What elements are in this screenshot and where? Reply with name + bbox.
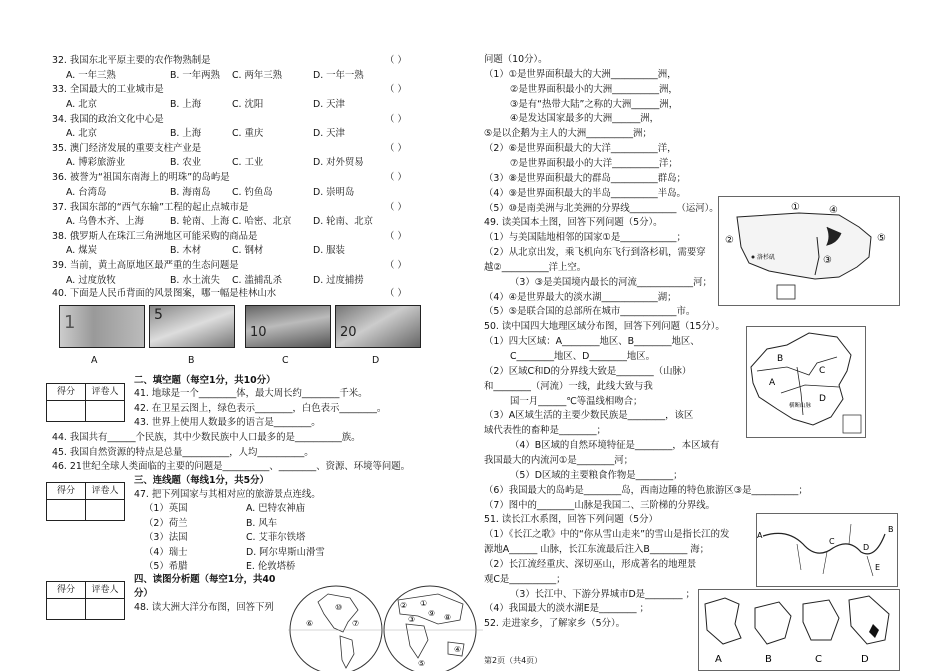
match-attraction-b: B. 风车 xyxy=(246,517,278,529)
option-d: D. 崇明岛 xyxy=(313,186,355,198)
map-label-7: ⑦ xyxy=(352,619,360,628)
usa-label-3: ③ xyxy=(823,255,832,266)
china-label-D: D xyxy=(819,394,826,404)
banknote-d-image[interactable] xyxy=(335,305,421,348)
map-label-6: ⑥ xyxy=(306,619,314,628)
page-footer: 第2页（共4页） xyxy=(484,656,543,665)
option-c: C. 沈阳 xyxy=(232,98,264,110)
question-46: 46. 21世纪全球人类面临的主要的问题是__________、________、资源、环境等问题。 xyxy=(52,461,410,472)
province-label-C: C xyxy=(815,654,822,665)
usa-map xyxy=(718,196,900,306)
map-label-4: ④ xyxy=(454,645,462,654)
yangtze-label-E: E xyxy=(875,563,881,572)
answer-paren: （ ） xyxy=(385,142,407,154)
right-line-9: （4）⑨是世界面积最大的半岛__________半岛。 xyxy=(484,187,686,199)
option-label-b: B xyxy=(188,355,195,366)
match-country-3: （3）法国 xyxy=(144,532,188,543)
right-line-4: ④是发达国家最多的大洲______洲， xyxy=(510,113,660,125)
usa-label-2: ② xyxy=(725,235,734,246)
score-box-section2 xyxy=(46,383,125,422)
option-d: D. 过度捕捞 xyxy=(313,274,364,286)
question-42: 42. 在卫星云图上，绿色表示________，白色表示________。 xyxy=(134,403,387,414)
score-cell[interactable] xyxy=(47,599,86,620)
grader-cell[interactable] xyxy=(86,500,125,521)
section4-title: 四、读图分析题（每空1分，共40 xyxy=(134,574,276,585)
banknote-b-image[interactable] xyxy=(149,305,235,348)
map-label-3: ③ xyxy=(408,615,416,624)
option-c: C. 重庆 xyxy=(232,128,264,140)
province-outlines-image xyxy=(698,589,900,671)
match-country-1: （1）英国 xyxy=(144,503,188,514)
yangtze-label-A: A xyxy=(757,531,763,540)
question-39: 39. 当前，黄土高原地区最严重的生态问题是 xyxy=(52,260,239,272)
question-37: 37. 我国东部的“西气东输”工程的起止点城市是 xyxy=(52,201,249,213)
banknote-c-image[interactable] xyxy=(245,305,331,348)
grader-header: 评卷人 xyxy=(86,483,125,500)
right-line-7: ⑦是世界面积最小的大洋__________洋； xyxy=(510,157,678,169)
grader-cell[interactable] xyxy=(86,599,125,620)
right-line-6: （2）⑥是世界面积最大的大洋__________洋， xyxy=(484,143,677,155)
option-d: D. 轮南、北京 xyxy=(313,216,374,227)
match-attraction-e: E. 伦敦塔桥 xyxy=(246,561,296,572)
option-c: C. 滥捕乱杀 xyxy=(232,274,283,286)
usa-label-los-angeles: 洛杉矶 xyxy=(757,254,776,261)
right-line-13: （2）从北京出发，乘飞机向东飞行到洛杉矶，需要穿 xyxy=(484,247,706,259)
option-a: A. 北京 xyxy=(66,128,97,140)
yangtze-label-D: D xyxy=(863,543,870,552)
option-b: B. 一年两熟 xyxy=(170,69,220,81)
question-34: 34. 我国的政治文化中心是 xyxy=(52,113,164,125)
option-c: C. 钓鱼岛 xyxy=(232,186,273,198)
option-d: D. 一年一熟 xyxy=(313,69,364,81)
yangtze-river-map xyxy=(756,513,898,587)
province-label-B: B xyxy=(765,654,772,665)
score-header: 得分 xyxy=(47,483,86,500)
right-line-24: （3）A区域生活的主要少数民族是________，该区 xyxy=(484,410,694,422)
map-label-1: ① xyxy=(420,599,428,608)
question-33: 33. 全国最大的工业城市是 xyxy=(52,84,164,96)
option-a: A. 过度放牧 xyxy=(66,274,116,286)
right-line-35: 观C是__________； xyxy=(484,573,566,585)
option-d: D. 服装 xyxy=(313,245,345,257)
right-line-33: 源地A______ 山脉，长江东流最后注入B________ 海； xyxy=(484,544,710,556)
option-d: D. 天津 xyxy=(313,98,345,110)
right-line-3: ③是有“热带大陆”之称的大洲______洲， xyxy=(510,98,679,110)
yangtze-label-B: B xyxy=(888,525,894,534)
match-country-4: （4）瑞士 xyxy=(144,546,188,558)
question-48: 48. 读大洲大洋分布图，回答下列 xyxy=(134,602,274,613)
right-line-16: （4）④是世界最大的淡水湖____________湖； xyxy=(484,291,677,303)
score-cell[interactable] xyxy=(47,401,86,422)
right-line-0: 问题（10分）。 xyxy=(484,54,548,65)
china-label-C: C xyxy=(819,366,826,376)
right-line-30: （7）图中的________山脉是我国二、三阶梯的分界线。 xyxy=(484,499,715,511)
option-label-d: D xyxy=(372,355,380,366)
right-line-19: （1）四大区域：A________地区、B________地区、 xyxy=(484,336,700,348)
banknote-a-image[interactable] xyxy=(59,305,145,348)
map-label-10: ⑩ xyxy=(335,603,343,612)
map-label-8: ⑧ xyxy=(444,613,452,622)
option-c: C. 哈密、北京 xyxy=(232,216,292,227)
yangtze-label-C: C xyxy=(829,537,835,546)
score-cell[interactable] xyxy=(47,500,86,521)
right-line-11: 49. 读美国本土图，回答下列问题（5分）。 xyxy=(484,217,663,229)
option-c: C. 两年三熟 xyxy=(232,69,283,81)
answer-paren: （ ） xyxy=(385,260,407,272)
map-label-5: ⑤ xyxy=(418,659,426,668)
grader-header: 评卷人 xyxy=(86,384,125,401)
answer-paren: （ ） xyxy=(385,84,407,96)
banknote-denomination: 1 xyxy=(64,312,76,333)
right-line-15: （3）③是美国境内最长的河流____________河； xyxy=(510,276,712,288)
score-box-section3 xyxy=(46,482,125,521)
right-line-34: （2）长江流经重庆、深切巫山，形成著名的地理景 xyxy=(484,558,697,570)
grader-cell[interactable] xyxy=(86,401,125,422)
match-attraction-a: A. 巴特农神庙 xyxy=(246,503,306,514)
score-header: 得分 xyxy=(47,582,86,599)
right-line-28: （5）D区域的主要粮食作物是________； xyxy=(510,469,683,481)
question-36: 36. 被誉为“祖国东南海上的明珠”的岛屿是 xyxy=(52,172,230,184)
match-attraction-d: D. 阿尔卑斯山滑雪 xyxy=(246,546,325,558)
right-line-12: （1）与美国陆地相邻的国家①是____________； xyxy=(484,232,686,244)
right-line-23: 国一月______℃等温线相吻合； xyxy=(510,395,643,407)
question-40: 40. 下面是人民币背面的风景图案，哪一幅是桂林山水 xyxy=(52,288,277,299)
answer-paren: （ ） xyxy=(385,201,407,213)
banknote-denomination: 5 xyxy=(154,307,163,323)
option-b: B. 海南岛 xyxy=(170,186,211,198)
banknote-denomination: 10 xyxy=(250,325,267,340)
question-32: 32. 我国东北平原主要的农作物熟制是 xyxy=(52,55,211,66)
option-a: A. 煤炭 xyxy=(66,245,97,257)
answer-paren: （ ） xyxy=(385,230,407,242)
section2-title: 二、填空题（每空1分，共10分） xyxy=(134,375,276,386)
option-d: D. 天津 xyxy=(313,128,345,140)
option-b: B. 水土流失 xyxy=(170,274,220,286)
right-line-26: （4）B区域的自然环境特征是________，本区域有 xyxy=(510,440,720,452)
option-b: B. 上海 xyxy=(170,98,202,110)
banknote-denomination: 20 xyxy=(340,325,357,340)
province-label-A: A xyxy=(715,654,722,665)
right-line-31: 51. 读长江水系图，回答下列问题（5分） xyxy=(484,514,658,526)
question-38: 38. 俄罗斯人在珠江三角洲地区可能采购的商品是 xyxy=(52,230,258,242)
map-label-9: ⑨ xyxy=(428,609,436,618)
score-header: 得分 xyxy=(47,384,86,401)
option-b: B. 农业 xyxy=(170,157,202,169)
right-line-14: 越②__________洋上空。 xyxy=(484,261,587,273)
right-line-22: 和________（河流）一线，此线大致与我 xyxy=(484,380,653,392)
option-b: B. 木材 xyxy=(170,245,202,257)
usa-label-4: ④ xyxy=(829,205,838,216)
option-a: A. 北京 xyxy=(66,98,97,110)
right-line-1: （1）①是世界面积最大的大洲__________洲， xyxy=(484,68,677,80)
question-45: 45. 我国自然资源的特点是总量__________，人均__________。 xyxy=(52,447,314,458)
match-country-5: （5）希腊 xyxy=(144,561,188,572)
hengduan-mountains-label: 横断山脉 xyxy=(789,403,812,409)
match-country-2: （2）荷兰 xyxy=(144,517,188,529)
answer-paren: （ ） xyxy=(385,113,407,125)
answer-paren: （ ） xyxy=(385,288,407,299)
option-label-c: C xyxy=(282,355,289,366)
province-label-D: D xyxy=(861,654,869,665)
right-line-10: （5）⑩是南美洲与北美洲的分界线__________（运河）。 xyxy=(484,202,719,214)
right-line-2: ②是世界面积最小的大洲__________洲， xyxy=(510,83,678,95)
grader-header: 评卷人 xyxy=(86,582,125,599)
question-41: 41. 地球是一个________体，最大周长约________千米。 xyxy=(134,388,368,399)
right-line-29: （6）我国最大的岛屿是________岛，西南边陲的特色旅游区③是__________； xyxy=(484,484,808,496)
world-hemispheres-map xyxy=(288,580,483,671)
option-a: A. 乌鲁木齐、上海 xyxy=(66,216,144,227)
question-47: 47. 把下列国家与其相对应的旅游景点连线。 xyxy=(134,489,321,500)
answer-paren: （ ） xyxy=(385,172,407,184)
china-label-B: B xyxy=(777,354,784,364)
answer-paren: （ ） xyxy=(385,55,407,66)
option-a: A. 一年三熟 xyxy=(66,69,116,81)
score-box-section4 xyxy=(46,581,125,620)
china-label-A: A xyxy=(769,378,776,388)
right-line-17: （5）⑤是联合国的总部所在城市____________市。 xyxy=(484,306,696,318)
option-c: C. 工业 xyxy=(232,157,264,169)
match-attraction-c: C. 艾菲尔铁塔 xyxy=(246,532,306,543)
option-label-a: A xyxy=(91,355,98,366)
question-35: 35. 澳门经济发展的重要支柱产业是 xyxy=(52,142,202,154)
right-line-21: （2）区域C和D的分界线大致是________（山脉） xyxy=(484,365,692,377)
right-line-32: （1）《长江之歌》中的“你从雪山走来”的雪山是指长江的发 xyxy=(484,529,730,541)
right-line-25: 域代表性的畜种是________； xyxy=(484,425,606,437)
right-line-5: ⑤是以企鹅为主人的大洲__________洲； xyxy=(484,128,652,140)
right-line-27: 我国最大的内流河①是________河； xyxy=(484,454,634,466)
usa-label-5: ⑤ xyxy=(877,233,886,244)
right-line-20: C________地区、D________地区。 xyxy=(510,351,656,362)
option-b: B. 上海 xyxy=(170,128,202,140)
section4-title-cont: 分） xyxy=(134,588,153,599)
option-d: D. 对外贸易 xyxy=(313,157,364,169)
question-43: 43. 世界上使用人数最多的语言是________。 xyxy=(134,417,321,428)
option-a: A. 台湾岛 xyxy=(66,186,107,198)
section3-title: 三、连线题（每线1分，共5分） xyxy=(134,475,269,486)
china-regions-map xyxy=(746,326,866,438)
right-line-36: （3）长江中、下游分界城市D是________ ； xyxy=(510,588,695,600)
right-line-38: 52. 走进家乡，了解家乡（5分）。 xyxy=(484,618,626,630)
option-b: B. 轮南、上海 xyxy=(170,216,230,227)
right-line-8: （3）⑧是世界面积最大的群岛__________群岛； xyxy=(484,172,686,184)
question-44: 44. 我国共有______个民族，其中少数民族中人口最多的是__________族。 xyxy=(52,432,361,443)
option-c: C. 钢材 xyxy=(232,245,264,257)
right-line-18: 50. 读中国四大地理区域分布图，回答下列问题（15分）。 xyxy=(484,321,725,333)
right-line-37: （4）我国最大的淡水湖E是________ ； xyxy=(484,603,649,615)
option-a: A. 博彩旅游业 xyxy=(66,157,126,169)
map-label-2: ② xyxy=(400,601,408,610)
usa-label-1: ① xyxy=(791,202,800,213)
